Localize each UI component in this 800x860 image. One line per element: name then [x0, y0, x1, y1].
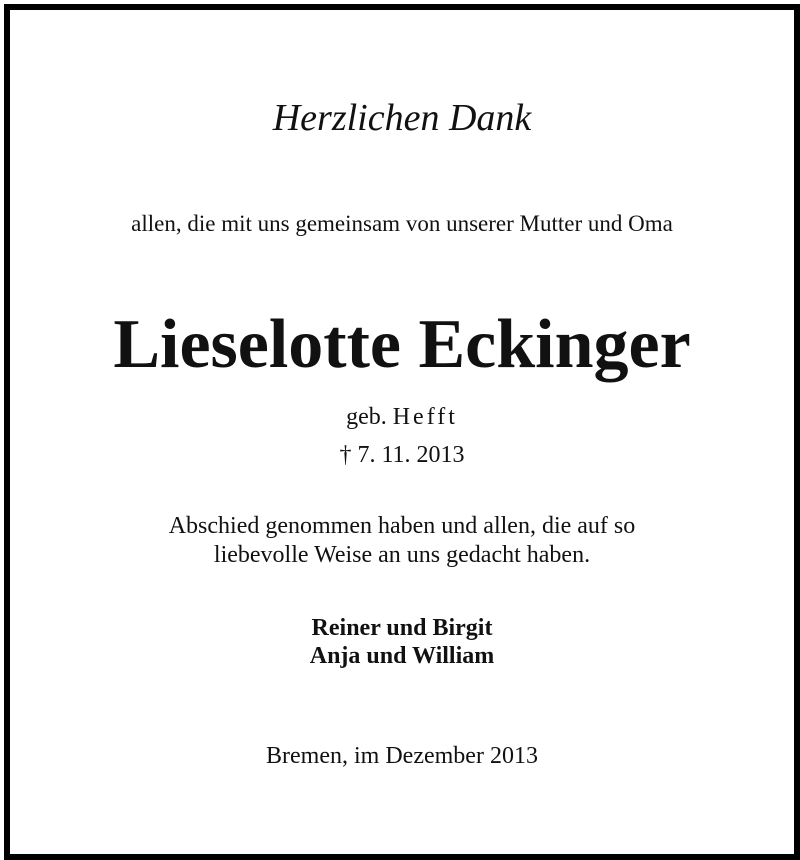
- obituary-card: [4, 4, 800, 860]
- signatory-1: Reiner und Birgit: [311, 615, 493, 641]
- message-line-2: liebevolle Weise an uns gedacht haben.: [213, 542, 591, 568]
- maiden-name: Hefft: [392, 404, 458, 430]
- intro-text: allen, die mit uns gemeinsam von unserer Mutter und Oma: [131, 211, 673, 236]
- maiden-prefix: geb.: [346, 404, 387, 430]
- message-line-1: Abschied genommen haben und allen, die auf so: [168, 513, 636, 539]
- place-date: Bremen, im Dezember 2013: [266, 743, 538, 769]
- thanks-heading: Herzlichen Dank: [272, 97, 532, 139]
- deceased-name: Lieselotte Eckinger: [113, 306, 691, 383]
- maiden-name-line: [10, 402, 794, 432]
- death-date: † 7. 11. 2013: [339, 442, 465, 468]
- signatory-2: Anja und William: [309, 643, 495, 669]
